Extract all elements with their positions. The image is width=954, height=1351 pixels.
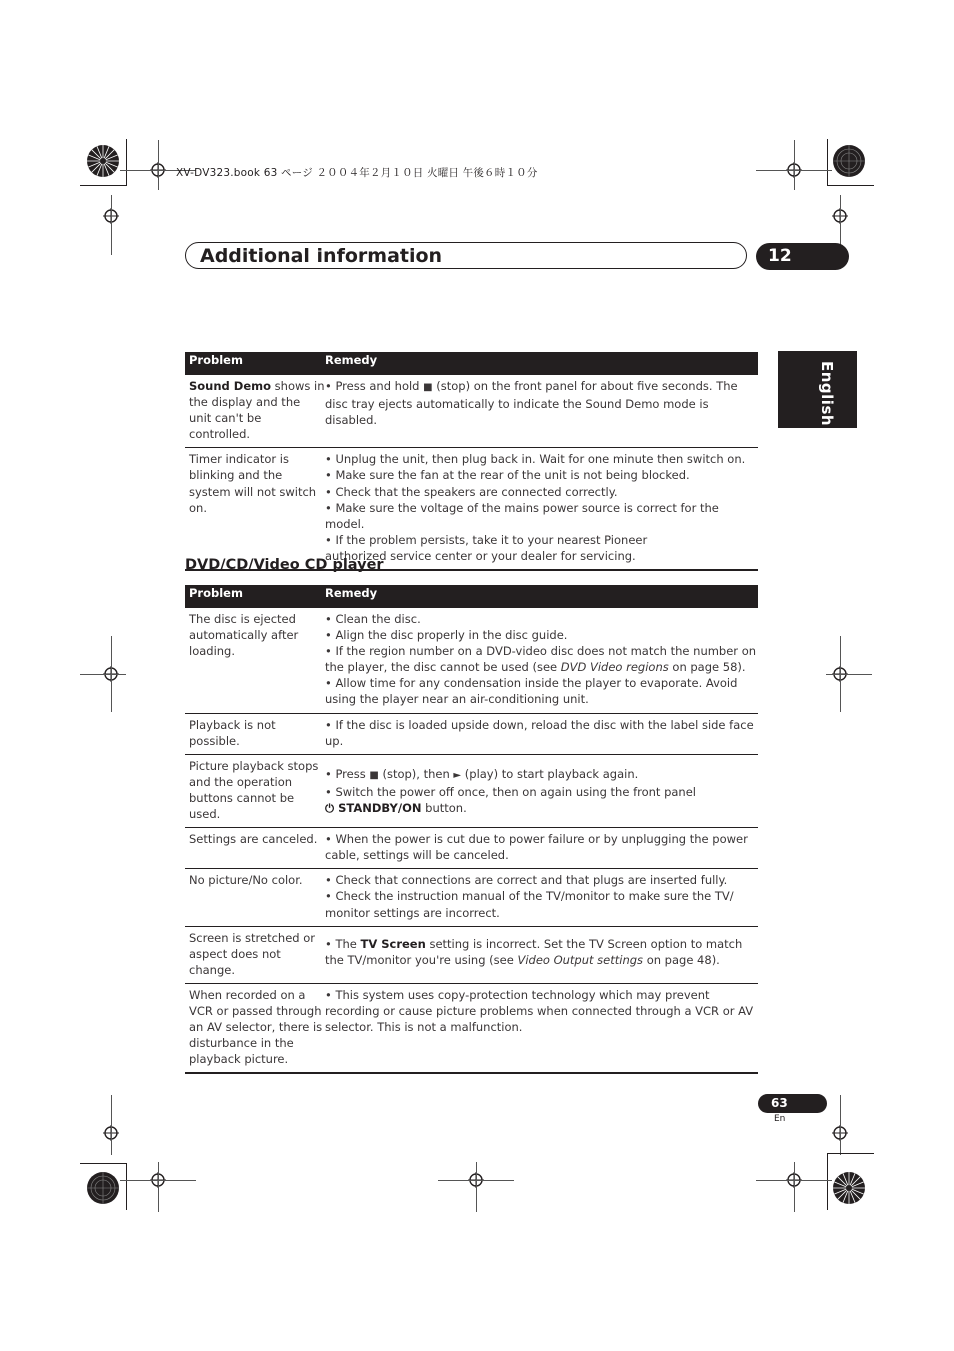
section-heading: DVD/CD/Video CD player <box>185 557 384 573</box>
troubleshooting-table-dvd <box>185 585 758 1074</box>
table-row <box>185 375 758 448</box>
crop-line <box>826 674 872 675</box>
crop-line <box>794 1162 795 1212</box>
problem-cell <box>185 927 325 983</box>
crop-line <box>476 1162 477 1212</box>
remedy-text: • If the region number on a DVD-video disc does not match the number on the player, the disc cannot be used (see <box>325 644 757 675</box>
table-header <box>185 585 758 608</box>
cross-reference: DVD Video regions <box>560 660 669 675</box>
table-header <box>185 352 758 375</box>
remedy-cell <box>325 927 758 983</box>
remedy-item: • Unplug the unit, then plug back in. Wait for one minute then switch on. <box>325 452 746 467</box>
remedy-text: button. <box>421 800 467 815</box>
remedy-item: • When the power is cut due to power failure or by unplugging the power cable, settings will be canceled. <box>325 832 748 863</box>
troubleshooting-table-general <box>185 352 758 571</box>
problem-cell <box>185 828 325 868</box>
problem-cell <box>185 375 325 447</box>
standby-button-label: STANDBY/ON <box>334 800 422 815</box>
page-number-badge <box>758 1094 827 1113</box>
remedy-text: setting is incorrect. Set the TV Screen option to match the TV/monitor you're using (see <box>325 936 743 967</box>
problem-cell <box>185 448 325 569</box>
problem-cell <box>185 869 325 925</box>
problem-text: Settings are canceled. <box>189 832 318 847</box>
remedy-cell <box>325 869 758 925</box>
remedy-text: (stop) on the front panel for about five seconds. The disc tray ejects automatically to indicate the Sound Demo mode is disabled. <box>325 379 738 428</box>
problem-cell <box>185 608 325 713</box>
remedy-text: • The <box>325 936 361 951</box>
column-header-problem: Problem <box>189 586 243 600</box>
tv-screen-label: TV Screen <box>360 936 426 951</box>
table-row <box>185 608 758 714</box>
language-tab <box>778 351 857 428</box>
chapter-number: 12 <box>768 246 792 266</box>
remedy-item: • Make sure the fan at the rear of the unit is not being blocked. <box>325 468 690 483</box>
remedy-text: on page 48). <box>643 952 720 967</box>
page-number: 63 <box>771 1096 788 1110</box>
table-row <box>185 714 758 755</box>
crop-line <box>111 195 112 255</box>
table-row <box>185 755 758 828</box>
power-icon: ⏻ <box>325 800 335 815</box>
crop-line <box>158 140 159 190</box>
table-row <box>185 869 758 926</box>
crop-line <box>794 140 795 190</box>
registration-sunburst-icon <box>86 144 120 178</box>
crop-line <box>827 139 828 186</box>
crop-line <box>827 185 874 186</box>
problem-cell <box>185 755 325 827</box>
sound-demo-label: Sound Demo <box>189 379 272 393</box>
remedy-text: • Press and hold <box>325 379 424 393</box>
remedy-text: on page 58). <box>668 660 746 675</box>
chapter-title: Additional information <box>200 245 443 267</box>
remedy-item: • Check the instruction manual of the TV/monitor to make sure the TV/ monitor settings are incorrect. <box>325 889 734 920</box>
play-icon: ► <box>453 769 462 781</box>
table-row <box>185 448 758 571</box>
column-header-remedy: Remedy <box>325 586 378 600</box>
remedy-item: • If the disc is loaded upside down, reload the disc with the label side face up. <box>325 717 754 748</box>
table-row <box>185 984 758 1074</box>
registration-sunburst-icon <box>832 1171 866 1205</box>
problem-text: Timer indicator is blinking and the system will not switch on. <box>189 452 317 515</box>
crop-line <box>840 1095 841 1155</box>
remedy-cell <box>325 448 758 569</box>
remedy-cell <box>325 375 758 447</box>
crop-line <box>111 1095 112 1155</box>
book-slug-header: XV-DV323.book 63 ページ ２００４年２月１０日 火曜日 午後６時１０分 <box>176 167 538 179</box>
cross-reference: Video Output settings <box>517 952 644 967</box>
problem-text: Picture playback stops and the operation buttons cannot be used. <box>189 758 319 822</box>
problem-cell <box>185 984 325 1072</box>
problem-text: No picture/No color. <box>189 873 303 888</box>
language-tab-label: English <box>818 361 836 427</box>
remedy-item: • Switch the power off once, then on again using the front panel <box>325 784 696 799</box>
crop-line <box>80 674 126 675</box>
table-row <box>185 927 758 984</box>
crop-line <box>126 1163 127 1210</box>
remedy-cell <box>325 608 758 713</box>
registration-sunburst-icon <box>86 1171 120 1205</box>
problem-cell <box>185 714 325 754</box>
remedy-text: (play) to start playback again. <box>461 766 639 781</box>
stop-icon: ■ <box>423 382 433 393</box>
problem-text: shows in the display and the unit can't be controlled. <box>189 379 325 442</box>
column-header-remedy: Remedy <box>325 353 378 367</box>
table-row <box>185 828 758 869</box>
remedy-item: • Make sure the voltage of the mains power source is correct for the model. <box>325 500 719 531</box>
remedy-cell <box>325 984 758 1072</box>
chapter-title-bar <box>185 242 747 269</box>
remedy-text: • Press <box>325 766 370 781</box>
remedy-item: • Align the disc properly in the disc guide. <box>325 628 568 643</box>
crop-line <box>126 139 127 186</box>
remedy-cell <box>325 755 758 827</box>
remedy-text: (stop), then <box>378 766 454 781</box>
remedy-item: authorized service center or your dealer for servicing. <box>325 548 636 563</box>
remedy-item: • Check that the speakers are connected correctly. <box>325 484 618 499</box>
remedy-item: • If the problem persists, take it to your nearest Pioneer <box>325 532 648 547</box>
crop-line <box>80 185 127 186</box>
crop-line <box>827 1153 874 1154</box>
stop-icon: ■ <box>369 769 379 781</box>
chapter-number-badge <box>756 243 849 270</box>
remedy-cell <box>325 828 758 868</box>
remedy-item: • Allow time for any condensation inside the player to evaporate. Avoid using the player near an air-conditioning unit. <box>325 676 738 707</box>
crop-line <box>827 1153 828 1210</box>
registration-sunburst-icon <box>832 144 866 178</box>
remedy-cell <box>325 714 758 754</box>
problem-text: When recorded on a VCR or passed through an AV selector, there is disturbance in the playback picture. <box>189 987 323 1067</box>
crop-line <box>80 1163 127 1164</box>
column-header-problem: Problem <box>189 353 243 367</box>
problem-text: Playback is not possible. <box>189 717 276 748</box>
remedy-item: • Check that connections are correct and that plugs are inserted fully. <box>325 873 728 888</box>
crop-line <box>158 1162 159 1212</box>
remedy-item: • This system uses copy-protection technology which may prevent recording or cause picture problems when connected through a VCR or AV selector. This is not a malfunction. <box>325 987 754 1035</box>
problem-text: Screen is stretched or aspect does not change. <box>189 930 316 977</box>
page-language-code: En <box>774 1114 786 1124</box>
remedy-item: • Clean the disc. <box>325 612 421 626</box>
problem-text: The disc is ejected automatically after loading. <box>189 612 299 659</box>
